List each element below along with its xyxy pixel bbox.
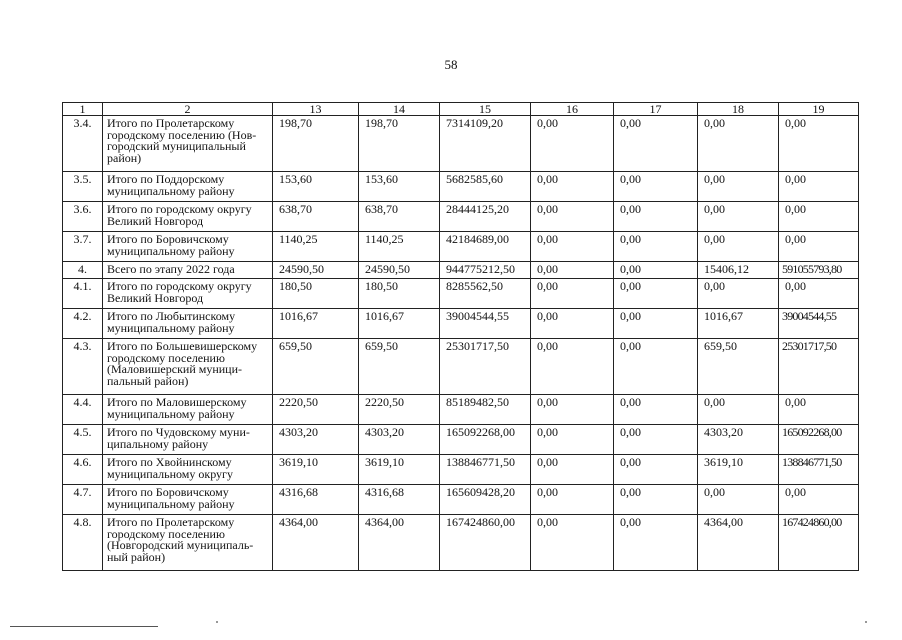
scan-speck <box>216 621 218 623</box>
value-cell-col15: 7314109,20 <box>440 116 531 172</box>
table-row <box>63 262 859 279</box>
value-cell-col14: 180,50 <box>359 279 440 309</box>
value-cell-col19: 138846771,50 <box>779 455 859 485</box>
value-cell-col13: 24590,50 <box>273 262 359 279</box>
table-row <box>63 202 859 232</box>
row-name-cell: Итого по Любытинскому муниципальному району <box>103 309 273 339</box>
col-header-1: 1 <box>63 103 103 116</box>
table-row <box>63 339 859 395</box>
value-cell-col19: 0,00 <box>779 485 859 515</box>
value-cell-col17: 0,00 <box>614 309 698 339</box>
value-cell-col17: 0,00 <box>614 232 698 262</box>
col-header-17: 17 <box>614 103 698 116</box>
value-cell-col17: 0,00 <box>614 262 698 279</box>
table-row <box>63 485 859 515</box>
value-cell-col19: 25301717,50 <box>779 339 859 395</box>
value-cell-col19: 591055793,80 <box>779 262 859 279</box>
row-name-cell: Всего по этапу 2022 года <box>103 262 273 279</box>
value-cell-col15: 167424860,00 <box>440 515 531 571</box>
value-cell-col16: 0,00 <box>531 262 614 279</box>
value-cell-col14: 24590,50 <box>359 262 440 279</box>
col-header-15: 15 <box>440 103 531 116</box>
value-cell-col17: 0,00 <box>614 279 698 309</box>
data-table <box>62 102 859 571</box>
value-cell-col17: 0,00 <box>614 425 698 455</box>
value-cell-col19: 0,00 <box>779 116 859 172</box>
table-row <box>63 455 859 485</box>
row-number-cell: 3.4. <box>63 116 103 172</box>
col-header-18: 18 <box>698 103 779 116</box>
value-cell-col18: 4303,20 <box>698 425 779 455</box>
value-cell-col14: 1016,67 <box>359 309 440 339</box>
value-cell-col18: 0,00 <box>698 202 779 232</box>
value-cell-col13: 3619,10 <box>273 455 359 485</box>
value-cell-col16: 0,00 <box>531 515 614 571</box>
col-header-14: 14 <box>359 103 440 116</box>
value-cell-col18: 0,00 <box>698 395 779 425</box>
value-cell-col13: 4364,00 <box>273 515 359 571</box>
table-row <box>63 309 859 339</box>
value-cell-col14: 198,70 <box>359 116 440 172</box>
value-cell-col18: 659,50 <box>698 339 779 395</box>
value-cell-col18: 3619,10 <box>698 455 779 485</box>
table-row <box>63 395 859 425</box>
value-cell-col19: 165092268,00 <box>779 425 859 455</box>
value-cell-col15: 944775212,50 <box>440 262 531 279</box>
col-header-2: 2 <box>103 103 273 116</box>
value-cell-col13: 2220,50 <box>273 395 359 425</box>
row-name-cell: Итого по Поддорскому муниципальному району <box>103 172 273 202</box>
row-name-cell: Итого по Чудовскому муни-ципальному району <box>103 425 273 455</box>
value-cell-col16: 0,00 <box>531 172 614 202</box>
row-number-cell: 4.8. <box>63 515 103 571</box>
value-cell-col17: 0,00 <box>614 172 698 202</box>
value-cell-col13: 1016,67 <box>273 309 359 339</box>
row-number-cell: 4.5. <box>63 425 103 455</box>
value-cell-col19: 167424860,00 <box>779 515 859 571</box>
col-header-16: 16 <box>531 103 614 116</box>
value-cell-col18: 15406,12 <box>698 262 779 279</box>
value-cell-col13: 4303,20 <box>273 425 359 455</box>
row-number-cell: 4.2. <box>63 309 103 339</box>
table-row <box>63 425 859 455</box>
row-number-cell: 3.6. <box>63 202 103 232</box>
value-cell-col18: 0,00 <box>698 116 779 172</box>
table-row <box>63 172 859 202</box>
value-cell-col18: 1016,67 <box>698 309 779 339</box>
value-cell-col16: 0,00 <box>531 395 614 425</box>
value-cell-col16: 0,00 <box>531 232 614 262</box>
value-cell-col18: 0,00 <box>698 279 779 309</box>
scan-speck <box>865 621 867 623</box>
value-cell-col15: 138846771,50 <box>440 455 531 485</box>
value-cell-col13: 198,70 <box>273 116 359 172</box>
value-cell-col13: 4316,68 <box>273 485 359 515</box>
value-cell-col15: 8285562,50 <box>440 279 531 309</box>
value-cell-col15: 39004544,55 <box>440 309 531 339</box>
row-name-cell: Итого по Пролетарскому городскому поселению (Новгородский муниципаль-ный район) <box>103 515 273 571</box>
row-number-cell: 3.5. <box>63 172 103 202</box>
row-name-cell: Итого по городскому округу Великий Новгород <box>103 279 273 309</box>
row-name-cell: Итого по Хвойнинскому муниципальному округу <box>103 455 273 485</box>
row-number-cell: 4.4. <box>63 395 103 425</box>
value-cell-col15: 25301717,50 <box>440 339 531 395</box>
value-cell-col19: 0,00 <box>779 172 859 202</box>
value-cell-col19: 0,00 <box>779 279 859 309</box>
value-cell-col15: 5682585,60 <box>440 172 531 202</box>
value-cell-col14: 3619,10 <box>359 455 440 485</box>
value-cell-col13: 180,50 <box>273 279 359 309</box>
col-header-19: 19 <box>779 103 859 116</box>
value-cell-col17: 0,00 <box>614 395 698 425</box>
row-number-cell: 3.7. <box>63 232 103 262</box>
row-number-cell: 4.6. <box>63 455 103 485</box>
row-number-cell: 4.1. <box>63 279 103 309</box>
row-name-cell: Итого по Боровичскому муниципальному району <box>103 232 273 262</box>
value-cell-col15: 165092268,00 <box>440 425 531 455</box>
value-cell-col16: 0,00 <box>531 455 614 485</box>
value-cell-col14: 153,60 <box>359 172 440 202</box>
value-cell-col19: 0,00 <box>779 202 859 232</box>
page-number: 58 <box>444 57 458 72</box>
value-cell-col17: 0,00 <box>614 485 698 515</box>
value-cell-col13: 1140,25 <box>273 232 359 262</box>
value-cell-col14: 659,50 <box>359 339 440 395</box>
value-cell-col17: 0,00 <box>614 116 698 172</box>
value-cell-col13: 659,50 <box>273 339 359 395</box>
table-row <box>63 232 859 262</box>
row-name-cell: Итого по Боровичскому муниципальному району <box>103 485 273 515</box>
value-cell-col13: 638,70 <box>273 202 359 232</box>
table-row <box>63 116 859 172</box>
value-cell-col14: 4316,68 <box>359 485 440 515</box>
value-cell-col18: 0,00 <box>698 485 779 515</box>
table-row <box>63 515 859 571</box>
row-name-cell: Итого по Большевишерскому городскому поселению (Маловишерский муници-пальный район) <box>103 339 273 395</box>
value-cell-col17: 0,00 <box>614 515 698 571</box>
col-header-13: 13 <box>273 103 359 116</box>
value-cell-col18: 0,00 <box>698 232 779 262</box>
row-name-cell: Итого по Пролетарскому городскому поселению (Нов-городский муниципальный район) <box>103 116 273 172</box>
value-cell-col14: 638,70 <box>359 202 440 232</box>
value-cell-col16: 0,00 <box>531 202 614 232</box>
value-cell-col13: 153,60 <box>273 172 359 202</box>
value-cell-col19: 0,00 <box>779 395 859 425</box>
value-cell-col19: 0,00 <box>779 232 859 262</box>
value-cell-col14: 4364,00 <box>359 515 440 571</box>
value-cell-col16: 0,00 <box>531 116 614 172</box>
column-number-header-row <box>63 103 859 116</box>
value-cell-col18: 0,00 <box>698 172 779 202</box>
value-cell-col18: 4364,00 <box>698 515 779 571</box>
value-cell-col15: 28444125,20 <box>440 202 531 232</box>
row-number-cell: 4.7. <box>63 485 103 515</box>
value-cell-col15: 42184689,00 <box>440 232 531 262</box>
row-number-cell: 4.3. <box>63 339 103 395</box>
value-cell-col17: 0,00 <box>614 202 698 232</box>
value-cell-col17: 0,00 <box>614 455 698 485</box>
value-cell-col15: 165609428,20 <box>440 485 531 515</box>
value-cell-col17: 0,00 <box>614 339 698 395</box>
row-name-cell: Итого по Маловишерскому муниципальному району <box>103 395 273 425</box>
value-cell-col16: 0,00 <box>531 339 614 395</box>
value-cell-col19: 39004544,55 <box>779 309 859 339</box>
value-cell-col15: 85189482,50 <box>440 395 531 425</box>
value-cell-col16: 0,00 <box>531 485 614 515</box>
value-cell-col16: 0,00 <box>531 279 614 309</box>
value-cell-col16: 0,00 <box>531 425 614 455</box>
value-cell-col14: 4303,20 <box>359 425 440 455</box>
value-cell-col14: 2220,50 <box>359 395 440 425</box>
value-cell-col16: 0,00 <box>531 309 614 339</box>
row-name-cell: Итого по городскому округу Великий Новгород <box>103 202 273 232</box>
value-cell-col14: 1140,25 <box>359 232 440 262</box>
footer-rule <box>10 626 158 627</box>
row-number-cell: 4. <box>63 262 103 279</box>
table-row <box>63 279 859 309</box>
